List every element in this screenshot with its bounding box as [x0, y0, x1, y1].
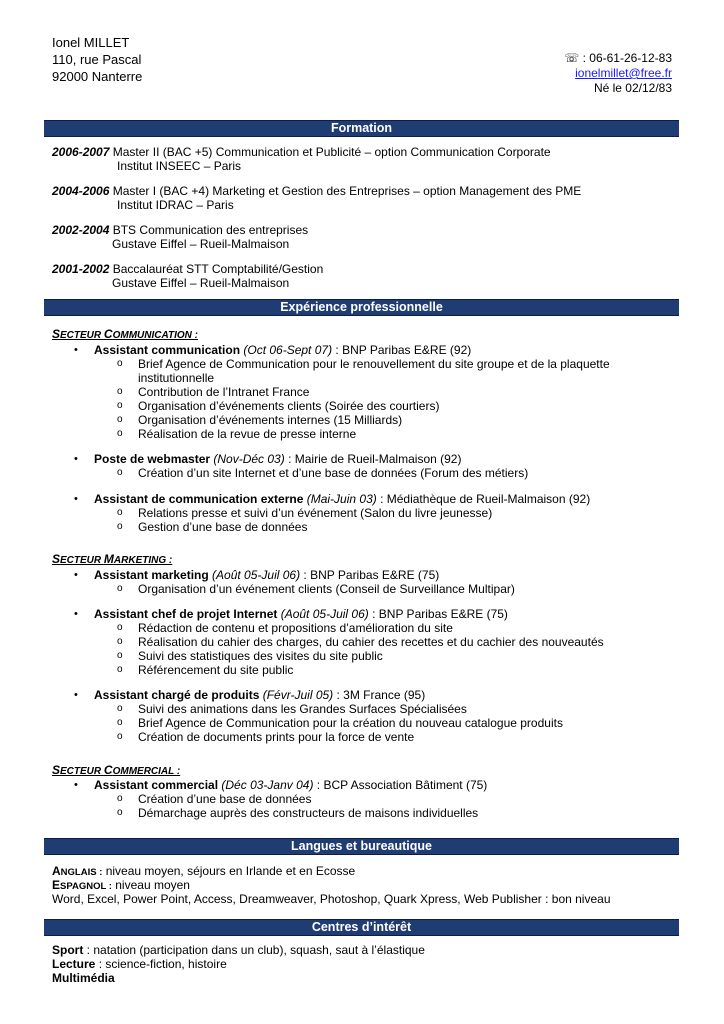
formation-item [52, 145, 672, 173]
language-english: ANGLAIS : niveau moyen, séjours en Irlande et en Ecosse [52, 864, 356, 878]
job-employer: : BNP Paribas E&RE (75) [300, 568, 440, 582]
sector-communication-label: SECTEUR COMMUNICATION : [52, 327, 198, 341]
formation-school: Institut IDRAC – Paris [117, 198, 234, 212]
interest-sport: Sport : natation (participation dans un club), squash, saut à l’élastique [52, 943, 425, 957]
city-address: 92000 Nanterre [52, 69, 143, 84]
phone-line [564, 51, 672, 66]
formation-item [52, 262, 672, 290]
bullet-icon: • [74, 779, 78, 791]
formation-school: Institut INSEEC – Paris [117, 159, 242, 173]
language-spanish: ESPAGNOL : niveau moyen [52, 878, 190, 892]
formation-year: 2001-2002 [52, 262, 110, 276]
section-experience-heading: Expérience professionnelle [44, 299, 679, 316]
formation-title: BTS Communication des entreprises [109, 223, 309, 237]
job-employer: : Médiathèque de Rueil-Malmaison (92) [376, 492, 591, 506]
street-address: 110, rue Pascal [52, 52, 142, 67]
phone-icon: ☏ [564, 51, 580, 65]
job-dates: (Oct 06-Sept 07) [240, 343, 333, 357]
formation-title: Master I (BAC +4) Marketing et Gestion des Entreprises – option Management des PME [109, 184, 582, 198]
contact-details [564, 51, 672, 96]
section-formation-heading: Formation [44, 120, 679, 137]
sector-commercial-label: SECTEUR COMMERCIAL : [52, 763, 181, 777]
job-dates: (Nov-Déc 03) [210, 452, 285, 466]
software-skills: Word, Excel, Power Point, Access, Dreamweaver, Photoshop, Quark Xpress, Web Publisher : bon niveau [52, 892, 611, 906]
interest-reading: Lecture : science-fiction, histoire [52, 957, 227, 971]
job-employer: : BCP Association Bâtiment (75) [313, 778, 488, 792]
formation-title: Master II (BAC +5) Communication et Publicité – option Communication Corporate [109, 145, 551, 159]
email-link[interactable]: ionelmillet@free.fr [575, 66, 672, 80]
job-dates: (Août 05-Juil 06) [277, 607, 369, 621]
section-langues-heading: Langues et bureautique [44, 838, 679, 855]
job-employer: : Mairie de Rueil-Malmaison (92) [284, 452, 462, 466]
job-title: Assistant communication [94, 343, 241, 357]
job-employer: : BNP Paribas E&RE (92) [332, 343, 472, 357]
job-dates: (Déc 03-Janv 04) [218, 778, 314, 792]
interest-multimedia: Multimédia [52, 971, 115, 985]
formation-school: Gustave Eiffel – Rueil-Malmaison [112, 276, 290, 290]
phone-number: : 06-61-26-12-83 [579, 51, 672, 65]
job-title: Assistant de communication externe [94, 492, 304, 506]
job-title: Assistant commercial [94, 778, 219, 792]
job-title: Poste de webmaster [94, 452, 211, 466]
bullet-icon: • [74, 344, 78, 356]
formation-item [52, 184, 672, 212]
contact-address [52, 34, 142, 85]
bullet-icon: • [74, 493, 78, 505]
job-employer: : BNP Paribas E&RE (75) [368, 607, 508, 621]
job-dates: (Août 05-Juil 06) [208, 568, 301, 582]
section-centres-heading: Centres d’intérêt [44, 919, 679, 936]
formation-year: 2004-2006 [52, 184, 110, 198]
bullet-icon: • [74, 608, 78, 620]
bullet-icon: • [74, 689, 78, 701]
formation-year: 2002-2004 [52, 223, 110, 237]
bullet-icon: • [74, 453, 78, 465]
formation-school: Gustave Eiffel – Rueil-Malmaison [112, 237, 290, 251]
bullet-icon: • [74, 569, 78, 581]
job-title: Assistant chef de projet Internet [94, 607, 278, 621]
formation-item [52, 223, 672, 251]
formation-title: Baccalauréat STT Comptabilité/Gestion [109, 262, 324, 276]
formation-year: 2006-2007 [52, 145, 110, 159]
job-title: Assistant chargé de produits [94, 688, 260, 702]
sector-marketing-label: SECTEUR MARKETING : [52, 552, 173, 566]
candidate-name: Ionel MILLET [52, 35, 130, 50]
job-dates: (Févr-Juil 05) [259, 688, 334, 702]
job-dates: (Mai-Juin 03) [303, 492, 377, 506]
job-employer: : 3M France (95) [333, 688, 426, 702]
job-title: Assistant marketing [94, 568, 209, 582]
birth-date: Né le 02/12/83 [593, 81, 672, 95]
task-item-continued: institutionnelle [138, 371, 215, 385]
